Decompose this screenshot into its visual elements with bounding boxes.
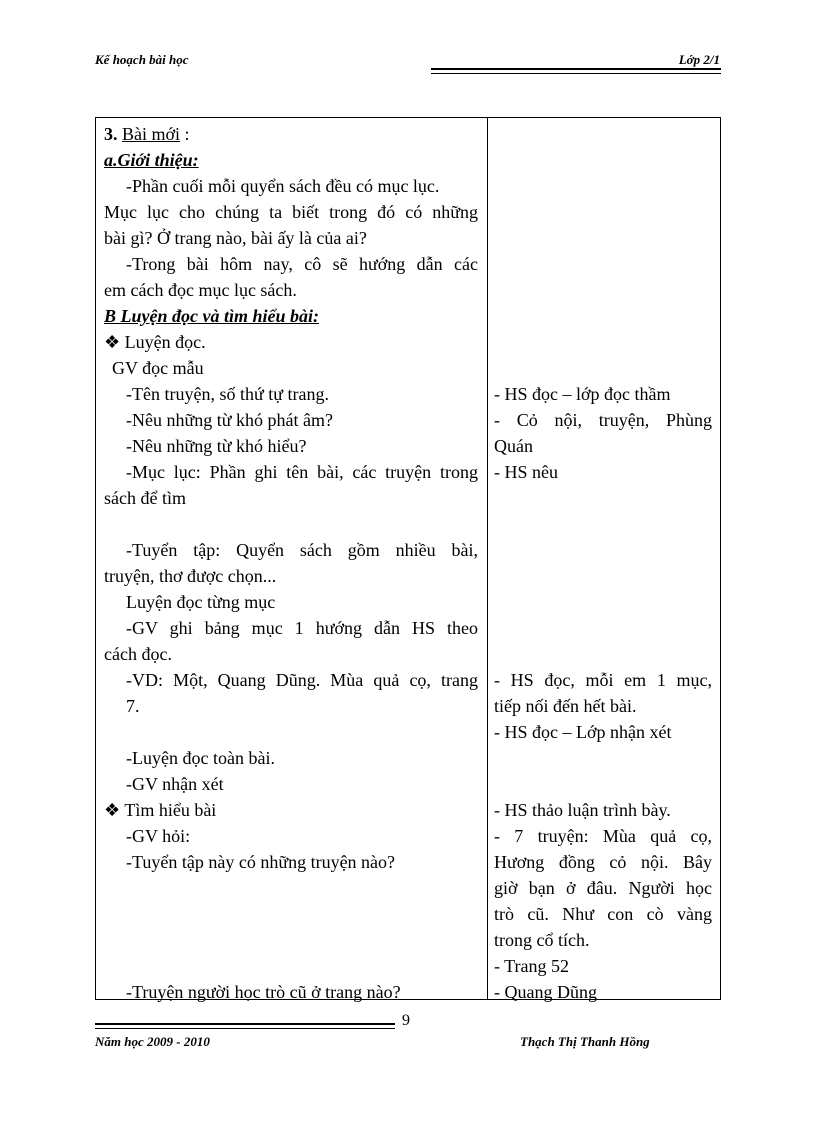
text-line: -Nêu những từ khó hiểu?	[126, 436, 307, 456]
column-divider	[487, 118, 488, 999]
answer-line: - Trang 52	[494, 956, 570, 976]
text-line: -Tuyển tập: Quyển sách gồm nhiều bài,	[126, 540, 478, 560]
text-line: GV đọc mẫu	[112, 358, 204, 378]
answer-line: - Cỏ nội, truyện, Phùng	[494, 410, 712, 430]
lesson-table	[95, 117, 721, 1000]
text-line: -Tên truyện, số thứ tự trang.	[126, 384, 329, 404]
answer-line: - HS đọc – lớp đọc thầm	[494, 384, 671, 404]
bullet-heading: ❖ Luyện đọc.	[104, 332, 206, 352]
answer-line: trong cổ tích.	[494, 930, 590, 950]
text-line: bài gì? Ở trang nào, bài ấy là của ai?	[104, 228, 367, 248]
answer-line: - HS đọc – Lớp nhận xét	[494, 722, 672, 742]
text-line: em cách đọc mục lục sách.	[104, 280, 297, 300]
answer-line: - HS nêu	[494, 462, 558, 482]
answer-line: tiếp nối đến hết bài.	[494, 696, 637, 716]
text-line: -Tuyển tập này có những truyện nào?	[126, 852, 396, 872]
text-line: -GV nhận xét	[126, 774, 224, 794]
text-line: -Mục lục: Phần ghi tên bài, các truyện trong	[126, 462, 478, 482]
header-right-class: Lớp 2/1	[678, 52, 720, 67]
text-line: Luyện đọc từng mục	[126, 592, 276, 612]
answer-line: - HS thảo luận trình bày.	[494, 800, 671, 820]
answer-line: - 7 truyện: Mùa quả cọ,	[494, 826, 712, 846]
bullet-heading: ❖ Tìm hiểu bài	[104, 800, 217, 820]
answer-line: - HS đọc, mỗi em 1 mục,	[494, 670, 712, 690]
text-line: Mục lục cho chúng ta biết trong đó có những	[104, 202, 478, 222]
diamond-bullet-icon: ❖	[104, 332, 121, 352]
text-line: sách để tìm	[104, 488, 186, 508]
text-line: -VD: Một, Quang Dũng. Mùa quả cọ, trang	[126, 670, 478, 690]
answer-line: - Quang Dũng	[494, 982, 597, 1002]
text-line: 7.	[126, 696, 140, 716]
answer-line: Hương đồng cỏ nội. Bây	[494, 852, 712, 872]
header-rule-thin	[431, 73, 721, 74]
text-line: cách đọc.	[104, 644, 172, 664]
subsection-reading: B Luyện đọc và tìm hiểu bài:	[104, 306, 319, 326]
header-left-title: Kế hoạch bài học	[95, 52, 189, 67]
text-line: truyện, thơ được chọn...	[104, 566, 277, 586]
footer-school-year: Năm học 2009 - 2010	[95, 1034, 210, 1049]
answer-line: trò cũ. Như con cò vàng	[494, 904, 712, 924]
footer-rule	[95, 1023, 395, 1025]
diamond-bullet-icon: ❖	[104, 800, 121, 820]
text-line: -GV hỏi:	[126, 826, 191, 846]
subsection-intro: a.Giới thiệu:	[104, 150, 199, 170]
footer-rule-thin	[95, 1028, 395, 1029]
section-heading: 3. Bài mới :	[104, 124, 190, 144]
text-line: -Nêu những từ khó phát âm?	[126, 410, 333, 430]
page-number: 9	[402, 1012, 410, 1029]
text-line: -Phần cuối mỗi quyển sách đều có mục lục.	[126, 176, 440, 196]
footer-author: Thạch Thị Thanh Hồng	[520, 1034, 650, 1049]
text-line: -Luyện đọc toàn bài.	[126, 748, 275, 768]
answer-line: giờ bạn ở đâu. Người học	[494, 878, 712, 898]
text-line: -Trong bài hôm nay, cô sẽ hướng dẫn các	[126, 254, 478, 274]
text-line: -GV ghi bảng mục 1 hướng dẫn HS theo	[126, 618, 478, 638]
header-rule	[431, 68, 721, 70]
text-line: -Truyện người học trò cũ ở trang nào?	[126, 982, 401, 1002]
answer-line: Quán	[494, 436, 533, 456]
